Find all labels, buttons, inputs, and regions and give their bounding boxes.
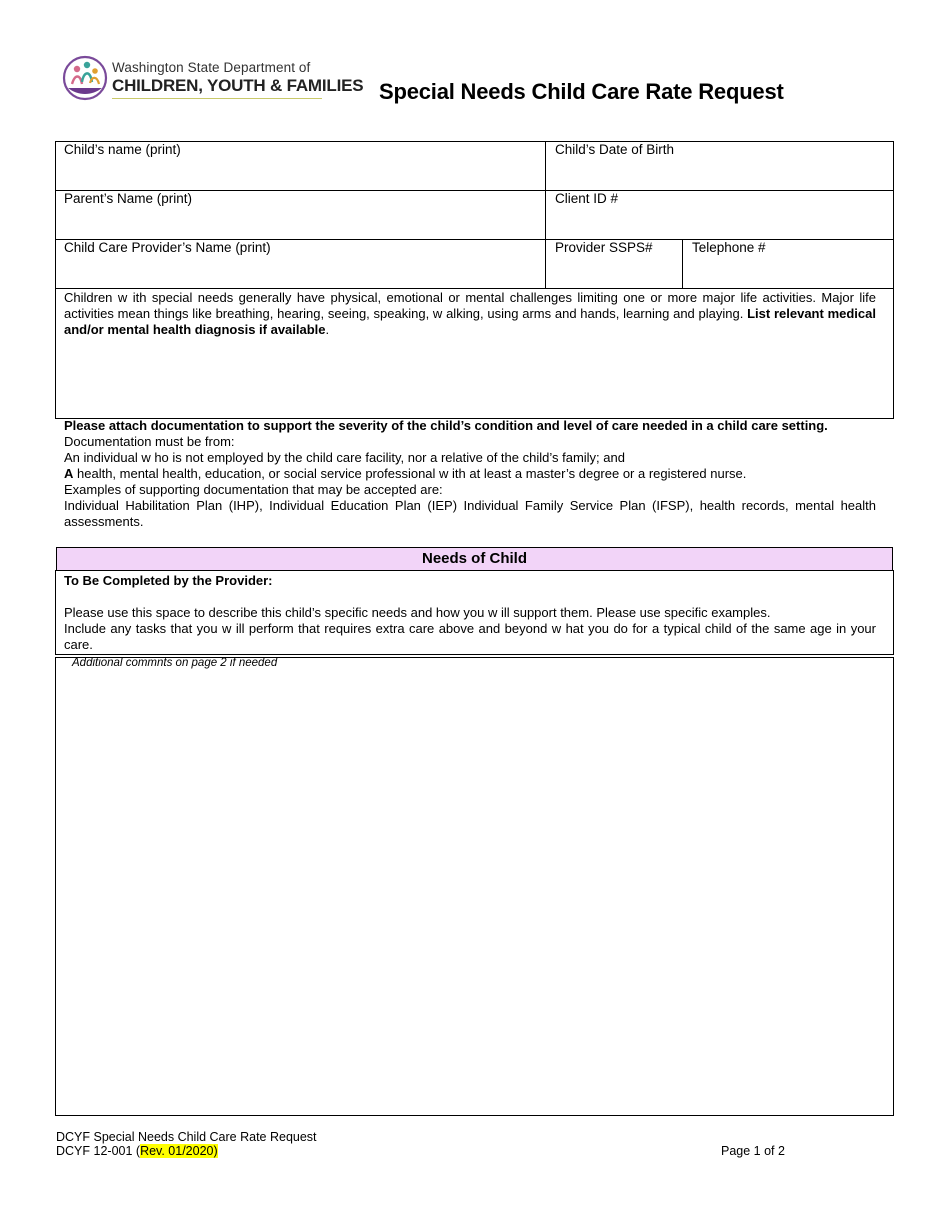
table-divider (55, 288, 894, 289)
child-name-label: Child’s name (print) (64, 142, 181, 157)
client-id-label: Client ID # (555, 191, 619, 206)
instructions-line: Please use this space to describe this child’s specific needs and how you w ill support them. Please use specific examples. (64, 605, 771, 620)
client-id-field[interactable] (555, 211, 885, 233)
logo-agency-line: Washington State Department of (112, 60, 311, 75)
table-divider (545, 141, 546, 289)
documentation-bold-a: A (64, 466, 74, 481)
documentation-line: Documentation must be from: (64, 434, 235, 449)
documentation-examples: Individual Habilitation Plan (IHP), Individual Education Plan (IEP) Individual Family Service Plan (IFSP), health records, mental health assessments. (64, 498, 876, 529)
special-needs-text: Children w ith special needs generally have physical, emotional or mental challenges limiting one or more major life activities. Major life activities mean things like breathing, hearing, seeing, speaking, w alking, using arms and hands, learning and playing. (64, 290, 876, 321)
page-title: Special Needs Child Care Rate Request (379, 79, 784, 104)
table-divider (682, 239, 683, 289)
provider-name-field[interactable] (64, 260, 534, 282)
provider-instructions (64, 605, 876, 653)
special-needs-description (64, 290, 876, 338)
provider-ssps-field[interactable] (555, 260, 675, 282)
special-needs-period: . (325, 322, 330, 337)
parent-name-field[interactable] (64, 211, 534, 233)
page-number: Page 1 of 2 (721, 1144, 785, 1158)
child-dob-field[interactable] (555, 162, 885, 184)
needs-of-child-header: Needs of Child (56, 547, 893, 571)
documentation-line-text: health, mental health, education, or social service professional w ith at least a master’s degree or a registered nurse. (73, 466, 747, 481)
instructions-line: Include any tasks that you w ill perform that requires extra care above and beyond w hat you do for a typical child of the same age in your care. (64, 621, 876, 652)
documentation-requirements (64, 418, 876, 530)
documentation-line (64, 466, 876, 482)
child-name-field[interactable] (64, 162, 534, 184)
child-dob-label: Child’s Date of Birth (555, 142, 675, 157)
needs-description-field[interactable] (62, 676, 887, 1108)
dcyf-logo (62, 54, 364, 104)
telephone-label: Telephone # (692, 240, 766, 255)
footer-form-number (56, 1144, 218, 1158)
documentation-line: Examples of supporting documentation that may be accepted are: (64, 482, 443, 497)
form-number: DCYF 12-001 ( (56, 1144, 141, 1158)
footer-form-name: DCYF Special Needs Child Care Rate Request (56, 1130, 317, 1144)
documentation-heading: Please attach documentation to support the severity of the child’s condition and level of care needed in a child care setting. (64, 418, 828, 433)
family-emblem-icon (62, 54, 108, 102)
logo-divider (112, 98, 322, 99)
parent-name-label: Parent’s Name (print) (64, 191, 193, 206)
documentation-line: An individual w ho is not employed by the child care facility, nor a relative of the child’s family; and (64, 450, 625, 465)
revision-date: Rev. 01/2020) (140, 1144, 218, 1158)
telephone-field[interactable] (692, 260, 886, 282)
provider-ssps-label: Provider SSPS# (555, 240, 653, 255)
additional-comments-note: Additional commnts on page 2 if needed (72, 657, 278, 669)
diagnosis-field[interactable] (64, 342, 884, 412)
diagnosis-instruction: List relevant medical and/or mental health diagnosis if available (64, 306, 876, 337)
provider-name-label: Child Care Provider’s Name (print) (64, 240, 271, 255)
provider-label: To Be Completed by the Provider: (64, 573, 273, 588)
logo-department-line: CHILDREN, YOUTH & FAMILIES (112, 76, 364, 95)
